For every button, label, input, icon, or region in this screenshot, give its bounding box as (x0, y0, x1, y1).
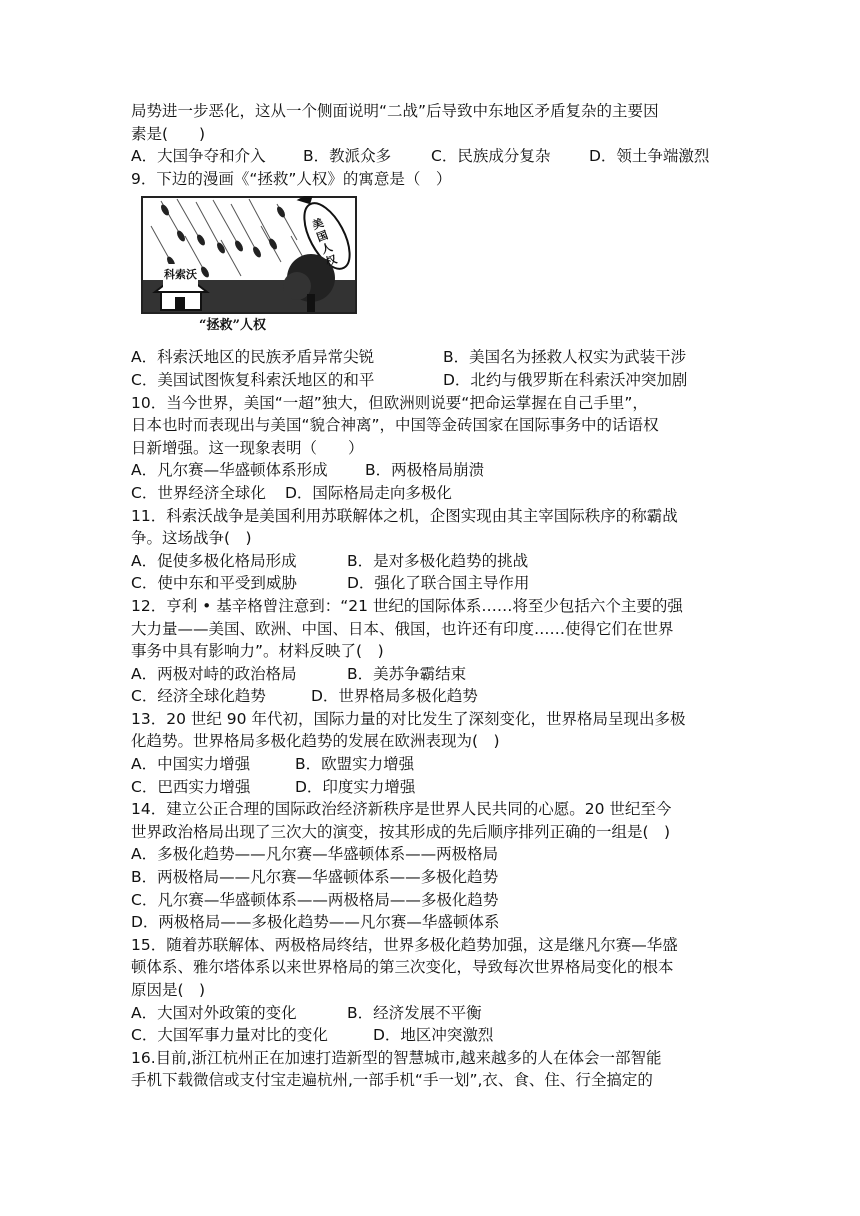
q12-stem-line-2: 大力量——美国、欧洲、中国、日本、俄国，也许还有印度……使得它们在世界 (131, 619, 674, 638)
q8-option-d: D．领土争端激烈 (589, 147, 710, 166)
q13-stem-line-2: 化趋势。世界格局多极化趋势的发展在欧洲表现为( ) (131, 732, 500, 751)
q15-options-row-1 (131, 1002, 731, 1025)
cartoon-label-us-human-rights: 美国人权 (310, 216, 339, 270)
q10-options-row-1 (131, 459, 731, 482)
q14-option-b: B．两极格局——凡尔赛—华盛顿体系——多极化趋势 (131, 868, 499, 887)
cartoon-label-kosovo: 科索沃 (163, 264, 198, 287)
q10-option-b: B．两极格局崩溃 (365, 461, 485, 480)
q13-option-b: B．欧盟实力增强 (295, 755, 415, 774)
q9-options-row-2 (131, 369, 731, 392)
cartoon-saving-human-rights (141, 196, 357, 340)
q12-option-b: B．美苏争霸结束 (347, 664, 467, 683)
q13-options-row-2 (131, 776, 731, 799)
q13-stem-line-1: 13．20 世纪 90 年代初，国际力量的对比发生了深刻变化，世界格局呈现出多极 (131, 709, 686, 728)
q9-option-c: C．美国试图恢复科索沃地区的和平 (131, 370, 375, 389)
q12-stem-line-1: 12．亨利 • 基辛格曾注意到：“21 世纪的国际体系……将至少包括六个主要的强 (131, 596, 683, 615)
q15-option-c: C．大国军事力量对比的变化 (131, 1026, 328, 1045)
exam-page (131, 100, 731, 1092)
q15-option-a: A．大国对外政策的变化 (131, 1003, 297, 1022)
q14-option-a: A．多极化趋势——凡尔赛—华盛顿体系——两极格局 (131, 845, 499, 864)
q10-option-a: A．凡尔赛—华盛顿体系形成 (131, 461, 328, 480)
q8-option-b: B．教派众多 (303, 147, 392, 166)
q16-stem-line-1: 16.目前,浙江杭州正在加速打造新型的智慧城市,越来越多的人在体会一部智能 (131, 1048, 662, 1067)
q13-options-row-1 (131, 753, 731, 776)
q12-option-c: C．经济全球化趋势 (131, 687, 266, 706)
q10-stem-line-3: 日新增强。这一现象表明（ ） (131, 438, 364, 457)
q8-stem-line-2: 素是( ) (131, 124, 206, 143)
q9-option-b: B．美国名为拯救人权实为武装干涉 (443, 348, 687, 367)
q10-option-d: D．国际格局走向多极化 (285, 483, 452, 502)
q12-stem-line-3: 事务中具有影响力”。材料反映了( ) (131, 642, 384, 661)
q8-option-a: A．大国争夺和介入 (131, 147, 266, 166)
q15-stem-line-1: 15．随着苏联解体、两极格局终结，世界多极化趋势加强，这是继凡尔赛—华盛 (131, 935, 678, 954)
q13-option-d: D．印度实力增强 (295, 777, 416, 796)
q9-option-a: A．科索沃地区的民族矛盾异常尖锐 (131, 348, 375, 367)
q11-stem-line-2: 争。这场战争( ) (131, 529, 252, 548)
q15-stem-line-3: 原因是( ) (131, 981, 206, 999)
q14-option-c: C．凡尔赛—华盛顿体系——两极格局——多极化趋势 (131, 890, 499, 909)
q11-option-a: A．促使多极化格局形成 (131, 551, 297, 570)
cartoon-caption: “拯救”人权 (199, 318, 266, 334)
q14-option-d: D．两极格局——多极化趋势——凡尔赛—华盛顿体系 (131, 913, 500, 932)
q12-options-row-2 (131, 685, 731, 708)
q16-stem-line-2: 手机下载微信或支付宝走遍杭州,一部手机“手一划”,衣、食、住、行全搞定的 (131, 1071, 653, 1090)
q11-option-b: B．是对多极化趋势的挑战 (347, 551, 529, 570)
q9-stem: 9．下边的漫画《“拯救”人权》的寓意是（ ） (131, 169, 452, 188)
q11-options-row-1 (131, 550, 731, 573)
q10-stem-line-2: 日本也时而表现出与美国“貌合神离”，中国等金砖国家在国际事务中的话语权 (131, 416, 659, 435)
q12-option-d: D．世界格局多极化趋势 (311, 687, 478, 706)
q8-stem-line-1: 局势进一步恶化，这从一个侧面说明“二战”后导致中东地区矛盾复杂的主要因 (131, 102, 659, 120)
q11-stem-line-1: 11．科索沃战争是美国利用苏联解体之机，企图实现由其主宰国际秩序的称霸战 (131, 506, 678, 525)
q13-option-a: A．中国实力增强 (131, 755, 251, 774)
q11-options-row-2 (131, 572, 731, 595)
q12-options-row-1 (131, 663, 731, 686)
q11-option-c: C．使中东和平受到威胁 (131, 574, 297, 593)
q15-option-b: B．经济发展不平衡 (347, 1003, 482, 1022)
q14-stem-line-2: 世界政治格局出现了三次大的演变，按其形成的先后顺序排列正确的一组是( ) (131, 822, 671, 841)
q14-stem-line-1: 14．建立公正合理的国际政治经济新秩序是世界人民共同的心愿。20 世纪至今 (131, 800, 672, 819)
q13-option-c: C．巴西实力增强 (131, 777, 251, 796)
q15-option-d: D．地区冲突激烈 (373, 1026, 494, 1045)
q8-option-c: C．民族成分复杂 (431, 147, 551, 166)
q8-options (131, 145, 731, 168)
q10-option-c: C．世界经济全球化 (131, 483, 266, 502)
q10-stem-line-1: 10．当今世界，美国“一超”独大，但欧洲则说要“把命运掌握在自己手里”， (131, 393, 648, 412)
q9-option-d: D．北约与俄罗斯在科索沃冲突加剧 (443, 370, 688, 389)
q11-option-d: D．强化了联合国主导作用 (347, 574, 530, 593)
q15-options-row-2 (131, 1024, 731, 1047)
q12-option-a: A．两极对峙的政治格局 (131, 664, 297, 683)
q10-options-row-2 (131, 482, 731, 505)
q9-options-row-1 (131, 346, 731, 369)
q15-stem-line-2: 顿体系、雅尔塔体系以来世界格局的第三次变化，导致每次世界格局变化的根本 (131, 958, 674, 977)
